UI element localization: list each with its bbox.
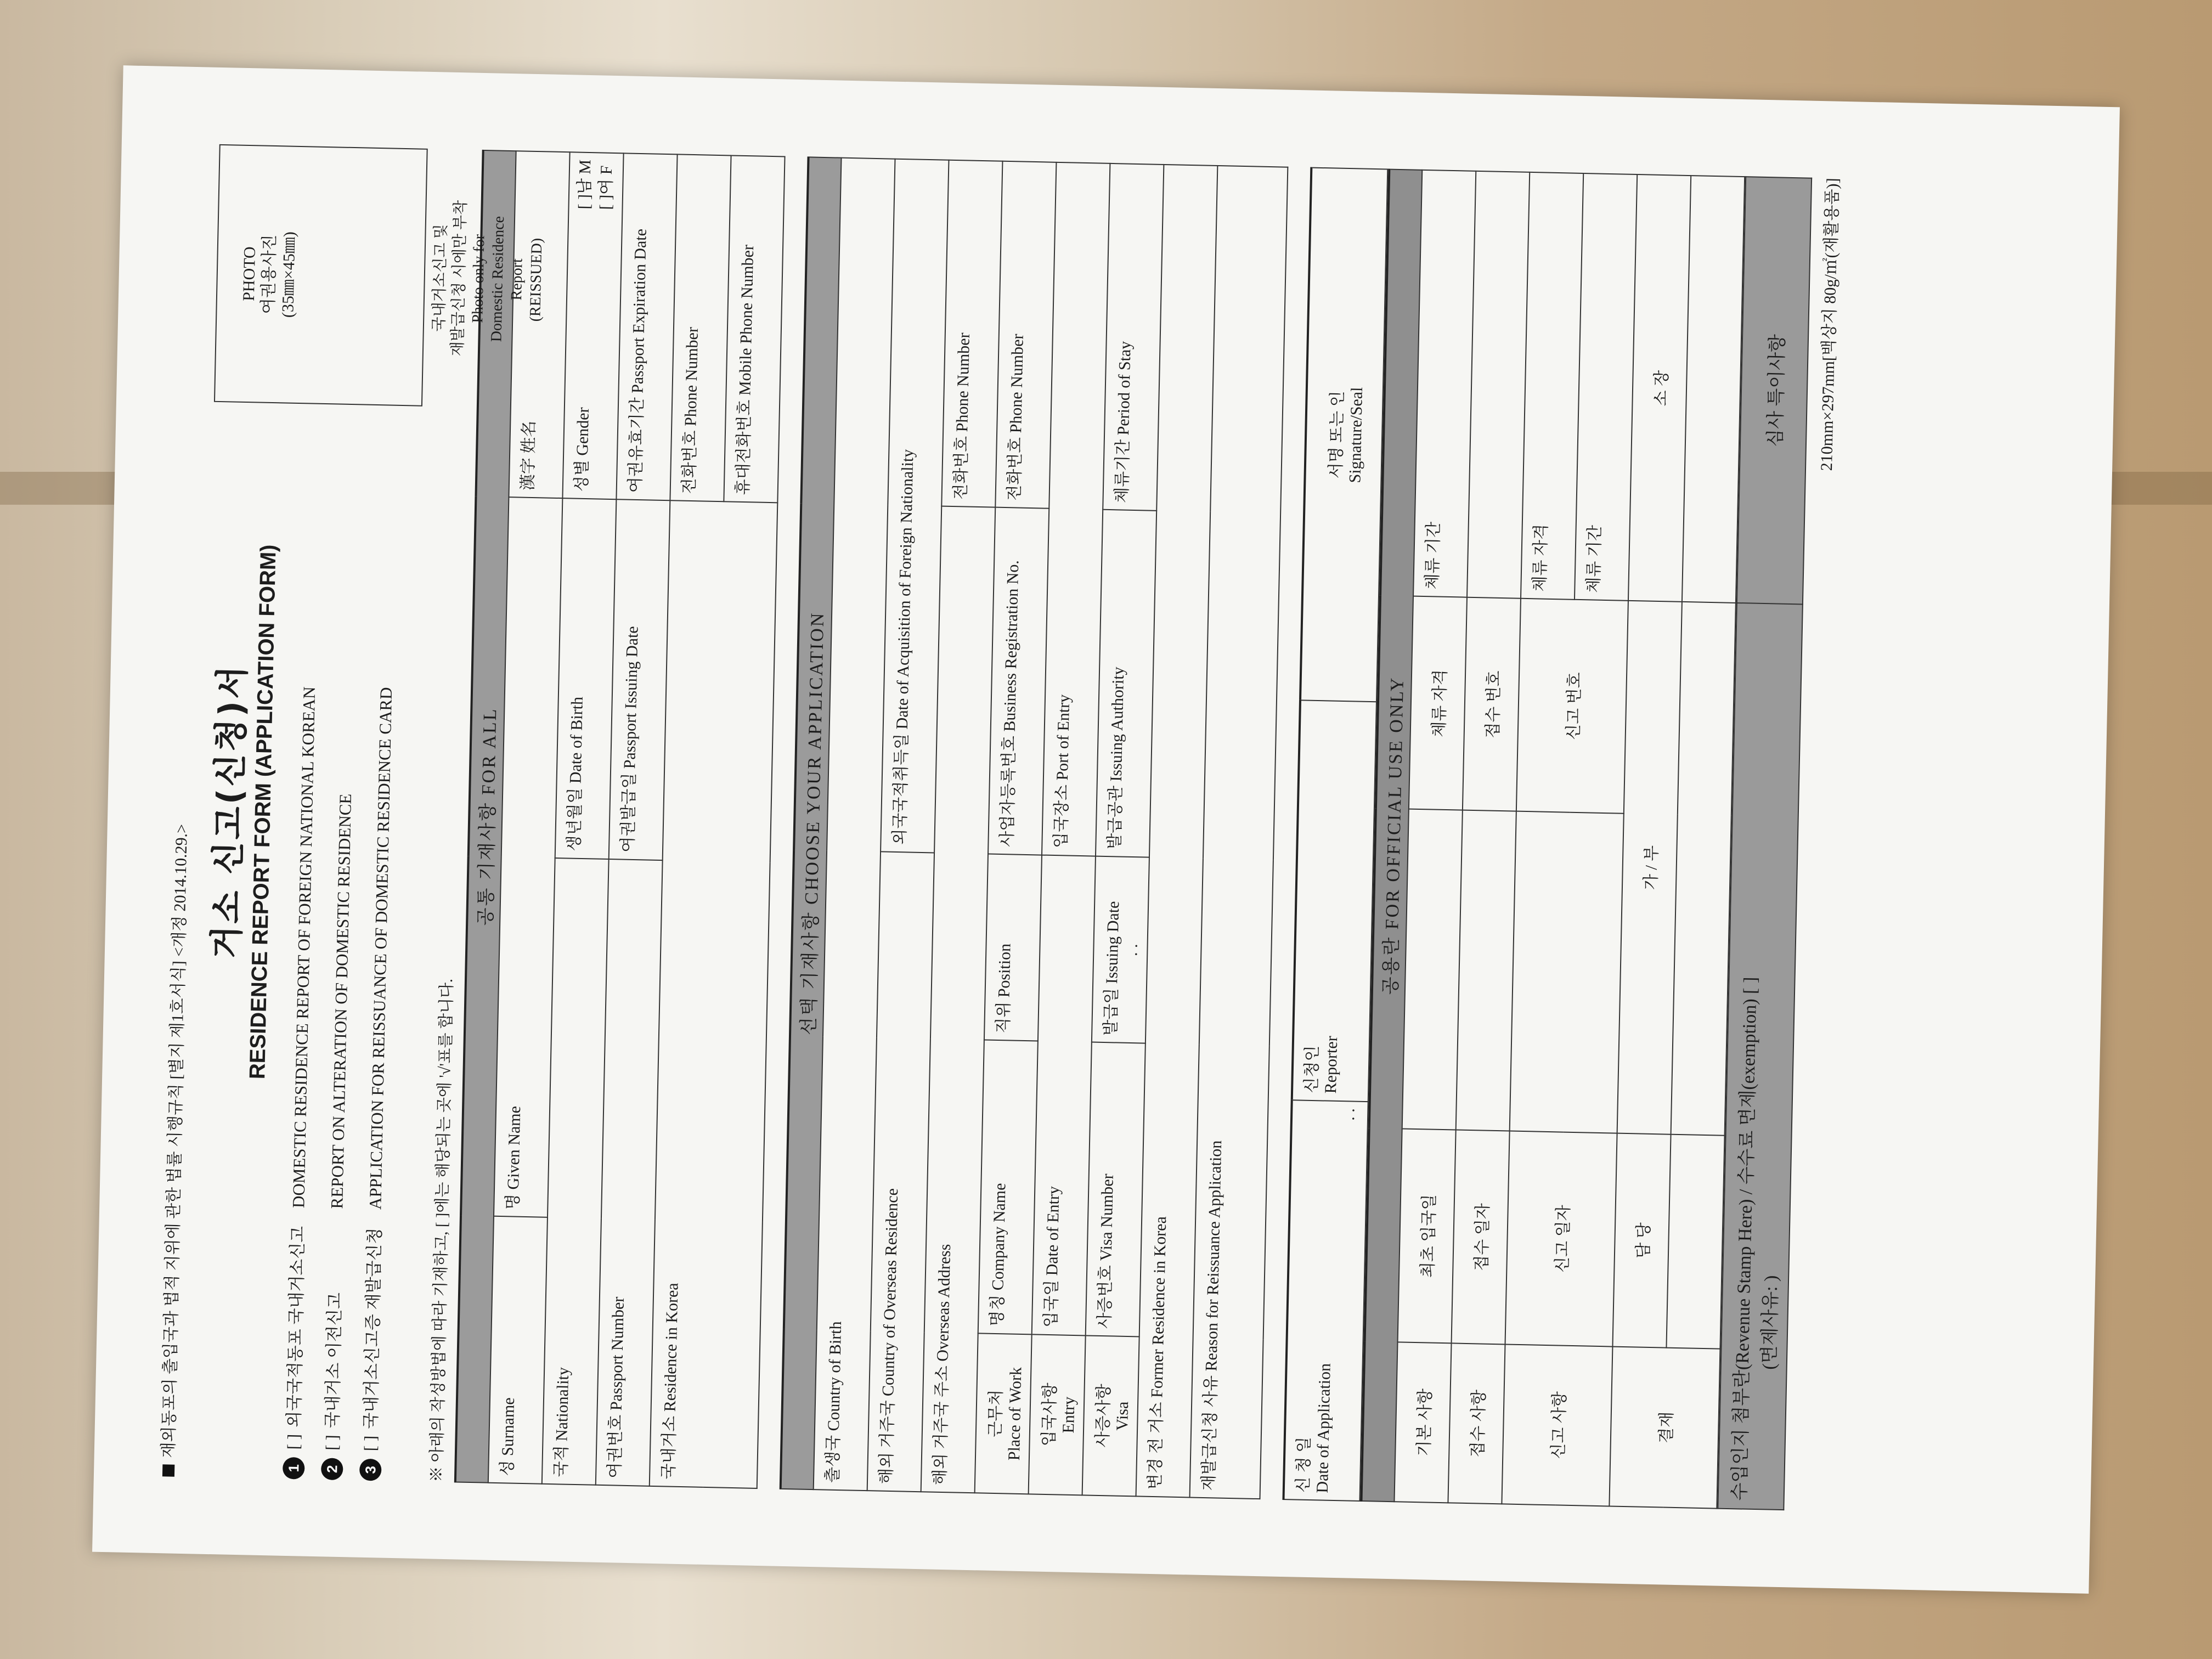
charge-label: 담 당	[1612, 1133, 1671, 1347]
basic-label: 기본 사항	[1394, 1342, 1451, 1503]
receipt-number-value[interactable]	[1467, 171, 1530, 599]
visa-issue-label: 발급일 Issuing Date	[1102, 901, 1123, 1036]
gender-male-checkbox[interactable]: [ ]남 M	[575, 159, 595, 210]
passport-expiry-field[interactable]: 여권유효기간 Passport Expiration Date	[616, 153, 677, 500]
photo-label: PHOTO	[239, 246, 259, 302]
decision-label: 가 / 부	[1617, 601, 1682, 1135]
residence-report-form	[92, 65, 2120, 1594]
visa-issue-date-field[interactable]	[1092, 856, 1149, 1043]
report-label: 신고 사항	[1502, 1344, 1612, 1506]
visa-label-en: Visa	[1113, 1401, 1132, 1431]
form-type-ko: 외국국적동포 국내거소신고	[284, 1226, 308, 1428]
section-header-optional: 선택 기재사항 CHOOSE YOUR APPLICATION	[781, 157, 842, 1489]
phone-field[interactable]: 전화번호 Phone Number	[670, 154, 731, 501]
reporter-ko: 신청인	[1302, 1045, 1322, 1093]
photo-note-line: Photo only for	[469, 234, 488, 324]
overseas-phone-field[interactable]: 전화번호 Phone Number	[941, 160, 1002, 507]
report-date-value[interactable]	[1510, 811, 1624, 1133]
review-notes-area[interactable]: 심사 특이사항	[1737, 177, 1812, 604]
signature-seal-field[interactable]	[1300, 168, 1387, 702]
entry-port-field[interactable]: 입국장소 Port of Entry	[1042, 162, 1110, 856]
former-residence-field[interactable]: 변경 전 거소 Former Residence in Korea	[1136, 165, 1218, 1498]
business-registration-field[interactable]: 사업자등록번호 Business Registration No.	[988, 507, 1049, 855]
section-header-common: 공통 기재사항 FOR ALL	[455, 150, 516, 1483]
entry-label	[1029, 1334, 1086, 1495]
report-number-label: 신고 번호	[1516, 599, 1628, 814]
mobile-field[interactable]: 휴대전화번호 Mobile Phone Number	[724, 155, 785, 503]
report-status-label: 체류 자격	[1531, 523, 1550, 592]
photo-box	[214, 144, 428, 407]
law-reference-text: 재외동포의 출입국과 법적 지위에 관한 법률 시행규칙 [별지 제1호서식] <개정 2014.10.29.>	[159, 823, 191, 1458]
country-of-birth-field[interactable]: 출생국 Country of Birth	[814, 158, 895, 1491]
stamp-line2: (면제사유: )	[1759, 1275, 1782, 1370]
application-date-ko: 신 청 일	[1294, 1436, 1313, 1493]
visa-issue-dots: . .	[1122, 943, 1141, 957]
head-label: 소 장	[1628, 174, 1691, 602]
period-label: 체류 기간	[1423, 521, 1443, 590]
given-name-field[interactable]: 명 Given Name	[494, 497, 562, 1217]
signature-ko: 서명 또는 인	[1327, 390, 1347, 479]
report-date-label: 신고 일자	[1505, 1131, 1617, 1346]
visa-label	[1082, 1335, 1139, 1496]
application-date-field[interactable]	[1283, 1100, 1368, 1501]
photo-note-line: Domestic Residence	[488, 216, 508, 342]
receipt-number-label: 접수 번호	[1463, 597, 1521, 811]
square-bullet-icon	[162, 1464, 174, 1476]
visa-label-ko: 사증사항	[1093, 1384, 1113, 1448]
photo-note-line: 재발급신청 시에만 부착	[449, 200, 470, 357]
number-badge-icon: 2	[321, 1458, 343, 1480]
decision-sign[interactable]	[1671, 602, 1736, 1136]
work-label-ko: 근무처	[986, 1389, 1006, 1438]
visa-period-field[interactable]: 체류기간 Period of Stay	[1103, 163, 1164, 511]
entry-date-field[interactable]: 입국일 Date of Entry	[1032, 855, 1096, 1335]
work-label-en: Place of Work	[1005, 1367, 1025, 1461]
reporter-en: Reporter	[1322, 1035, 1341, 1094]
reissue-reason-field[interactable]: 재발급신청 사유 Reason for Reissuance Application	[1190, 166, 1288, 1499]
company-name-field[interactable]: 명칭 Company Name	[978, 1040, 1038, 1334]
position-field[interactable]: 직위 Position	[984, 854, 1042, 1041]
photo-note	[428, 149, 549, 409]
overseas-country-field[interactable]: 해외 거주국 Country of Overseas Residence	[867, 851, 934, 1492]
section-header-official: 공용란 FOR OFFICIAL USE ONLY	[1361, 170, 1422, 1502]
report-period-label: 체류 기간	[1584, 524, 1604, 593]
foreign-nationality-date-field[interactable]: 외국국적취득일 Date of Acquisition of Foreign Nationality	[881, 159, 949, 853]
reporter-field[interactable]	[1292, 701, 1376, 1102]
nationality-field[interactable]: 국적 Nationality	[542, 858, 609, 1485]
guide-text: ※ 아래의 작성방법에 따라 기재하고, [ ]에는 해당되는 곳에 '√'표를 합니다.	[427, 978, 456, 1483]
report-status-cell[interactable]	[1521, 172, 1583, 600]
photo-label-ko: 여권용사진	[259, 234, 279, 314]
form-type-en: REPORT ON ALTERATION OF DOMESTIC RESIDENCE	[327, 793, 356, 1209]
receipt-date-label: 접수 일자	[1452, 1130, 1510, 1344]
surname-field[interactable]: 성 Surname	[488, 1216, 548, 1484]
first-entry-value[interactable]	[1402, 809, 1463, 1130]
entry-label-en: Entry	[1059, 1396, 1079, 1434]
gender-female-checkbox[interactable]: [ ]여 F	[596, 165, 616, 210]
status-label: 체류 자격	[1409, 596, 1467, 810]
passport-issue-field[interactable]: 여권발급일 Passport Issuing Date	[609, 499, 670, 860]
number-badge-icon: 1	[283, 1457, 305, 1480]
optional-section	[780, 156, 1289, 1499]
entry-label-ko: 입국사항	[1040, 1383, 1059, 1447]
checkbox[interactable]: [ ]	[360, 1435, 380, 1452]
gender-label: 성별 Gender	[572, 407, 592, 492]
visa-authority-field[interactable]: 발급공관 Issuing Authority	[1096, 510, 1156, 857]
gender-field[interactable]	[562, 152, 623, 499]
period-cell[interactable]	[1413, 170, 1476, 597]
application-date-en: Date of Application	[1313, 1363, 1334, 1493]
signature-en: Signature/Seal	[1346, 387, 1366, 483]
form-type-en: APPLICATION FOR REISSUANCE OF DOMESTIC RESIDENCE CARD	[365, 687, 396, 1210]
receipt-date-value[interactable]	[1456, 810, 1516, 1131]
form-type-ko: 국내거소 이전신고	[322, 1292, 345, 1429]
overseas-address-field[interactable]: 해외 거주국 주소 Overseas Address	[921, 506, 996, 1493]
charge-sign[interactable]	[1666, 1135, 1724, 1348]
receipt-label: 접수 사항	[1448, 1343, 1505, 1504]
report-period-cell[interactable]	[1575, 173, 1637, 601]
work-phone-field[interactable]: 전화번호 Phone Number	[995, 161, 1056, 509]
paper-spec-footer: 210mm×297mm[백상지 80g/㎡(재활용품)]	[1817, 178, 1842, 471]
dob-field[interactable]: 생년월일 Date of Birth	[555, 498, 617, 859]
photo-note-line: 국내거소신고 및	[430, 223, 450, 332]
approval-label: 결재	[1609, 1346, 1720, 1508]
form-type-ko: 국내거소신고증 재발급신청	[360, 1227, 385, 1430]
checkbox[interactable]: [ ]	[284, 1434, 303, 1450]
work-label	[975, 1333, 1032, 1494]
residence-field[interactable]: 국내거소 Residence in Korea	[650, 501, 778, 1488]
stamp-line1: 수입인지 첨부란(Revenue Stamp Here) / 수수료 면제(exemption) [ ]	[1729, 977, 1761, 1501]
form-type-en: DOMESTIC RESIDENCE REPORT OF FOREIGN NATIONAL KOREAN	[289, 686, 319, 1209]
photo-size: (35㎜×45㎜)	[279, 231, 299, 318]
passport-number-field[interactable]: 여권번호 Passport Number	[596, 859, 663, 1486]
visa-number-field[interactable]: 사증번호 Visa Number	[1086, 1042, 1146, 1336]
title-english: RESIDENCE REPORT FORM (APPLICATION FORM)	[245, 544, 281, 1080]
checkbox[interactable]: [ ]	[321, 1434, 342, 1451]
application-date-dots: . .	[1339, 1108, 1358, 1121]
first-entry-label: 최초 입국일	[1398, 1129, 1456, 1343]
official-use-section	[1360, 169, 1745, 1509]
number-badge-icon: 3	[359, 1459, 382, 1481]
photo-note-line: (REISSUED)	[527, 238, 546, 322]
head-sign[interactable]	[1682, 176, 1745, 603]
hanja-name-field[interactable]: 漢字 姓名	[509, 151, 569, 498]
photo-note-line: Report	[507, 258, 526, 301]
title-korean: 거소 신고(신청)서	[206, 663, 252, 959]
